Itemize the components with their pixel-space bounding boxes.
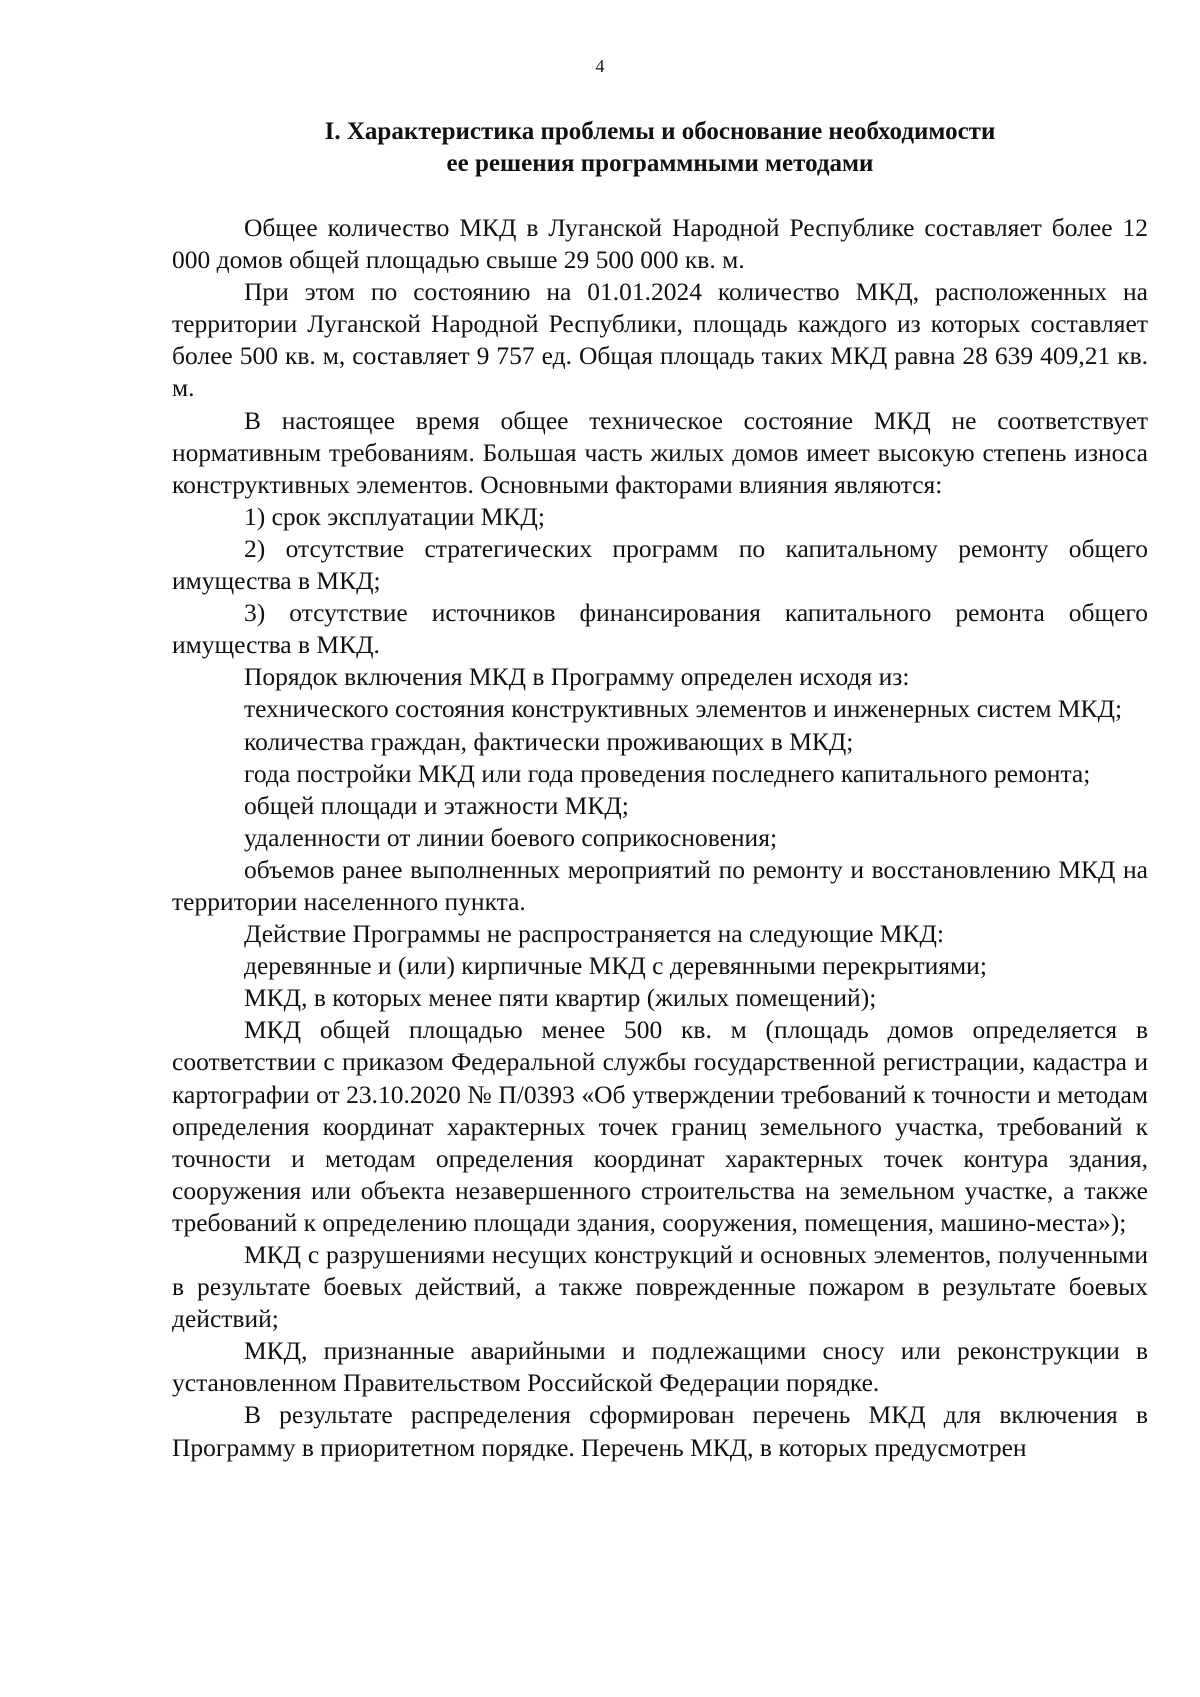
paragraph: МКД общей площадью менее 500 кв. м (площадь домов определяется в соответствии с приказом Федеральной службы государственной регистрации, кадастра и картографии от 23.10.2020 № П/0393 «Об утверждении требований к точности и методам определения координат характерных точек границ земельного участка, требований к точности и методам определения координат характерных точек контура здания, сооружения или объекта незавершенного строительства на земельном участке, а также требований к определению площади здания, сооружения, помещения, машино-места»); (172, 1015, 1148, 1237)
paragraph: 2) отсутствие стратегических программ по капитальному ремонту общего имущества в МКД; (172, 533, 1148, 596)
paragraph: общей площади и этажности МКД; (244, 790, 629, 820)
paragraph: МКД, в которых менее пяти квартир (жилых помещений); (244, 983, 877, 1013)
paragraph: количества граждан, фактически проживающих в МКД; (244, 726, 854, 756)
paragraph: В результате распределения сформирован перечень МКД для включения в Программу в приоритетном порядке. Перечень МКД, в которых предусмотрен (172, 1400, 1148, 1462)
paragraph: МКД, признанные аварийными и подлежащими сносу или реконструкции в установленном Правительством Российской Федерации порядке. (172, 1336, 1148, 1398)
section-title-line-2: ее решения программными методами (446, 150, 874, 177)
paragraph: объемов ранее выполненных мероприятий по ремонту и восстановлению МКД на территории населенного пункта. (172, 854, 1148, 916)
paragraph: При этом по состоянию на 01.01.2024 количество МКД, расположенных на территории Луганской Народной Республики, площадь каждого из которых составляет более 500 кв. м, составляет 9 757 ед. Общая площадь таких МКД равна 28 639 409,21 кв. м. (172, 277, 1148, 403)
paragraph: технического состояния конструктивных элементов и инженерных систем МКД; (244, 694, 1123, 724)
paragraph: деревянные и (или) кирпичные МКД с деревянными перекрытиями; (244, 951, 987, 981)
paragraph: Порядок включения МКД в Программу определен исходя из: (244, 662, 910, 692)
section-title-line-1: I. Характеристика проблемы и обоснование необходимости (324, 118, 996, 145)
paragraph: удаленности от линии боевого соприкосновения; (244, 822, 778, 852)
paragraph: Общее количество МКД в Луганской Народной Республике составляет более 12 000 домов общей площадью свыше 29 500 000 кв. м. (172, 213, 1148, 275)
paragraph: В настоящее время общее техническое состояние МКД не соответствует нормативным требованиям. Большая часть жилых домов имеет высокую степень износа конструктивных элементов. Основными факторами влияния являются: (172, 405, 1148, 499)
paragraph: 1) срок эксплуатации МКД; (244, 501, 545, 531)
paragraph: МКД с разрушениями несущих конструкций и основных элементов, полученными в результате боевых действий, а также поврежденные пожаром в результате боевых действий; (172, 1240, 1148, 1334)
section-title (170, 116, 1150, 180)
page-number: 4 (595, 56, 605, 76)
body-text (172, 212, 1148, 1464)
paragraph: Действие Программы не распространяется на следующие МКД: (244, 919, 944, 949)
paragraph: 3) отсутствие источников финансирования капитального ремонта общего имущества в МКД. (172, 598, 1148, 660)
paragraph: года постройки МКД или года проведения последнего капитального ремонта; (244, 758, 1091, 788)
